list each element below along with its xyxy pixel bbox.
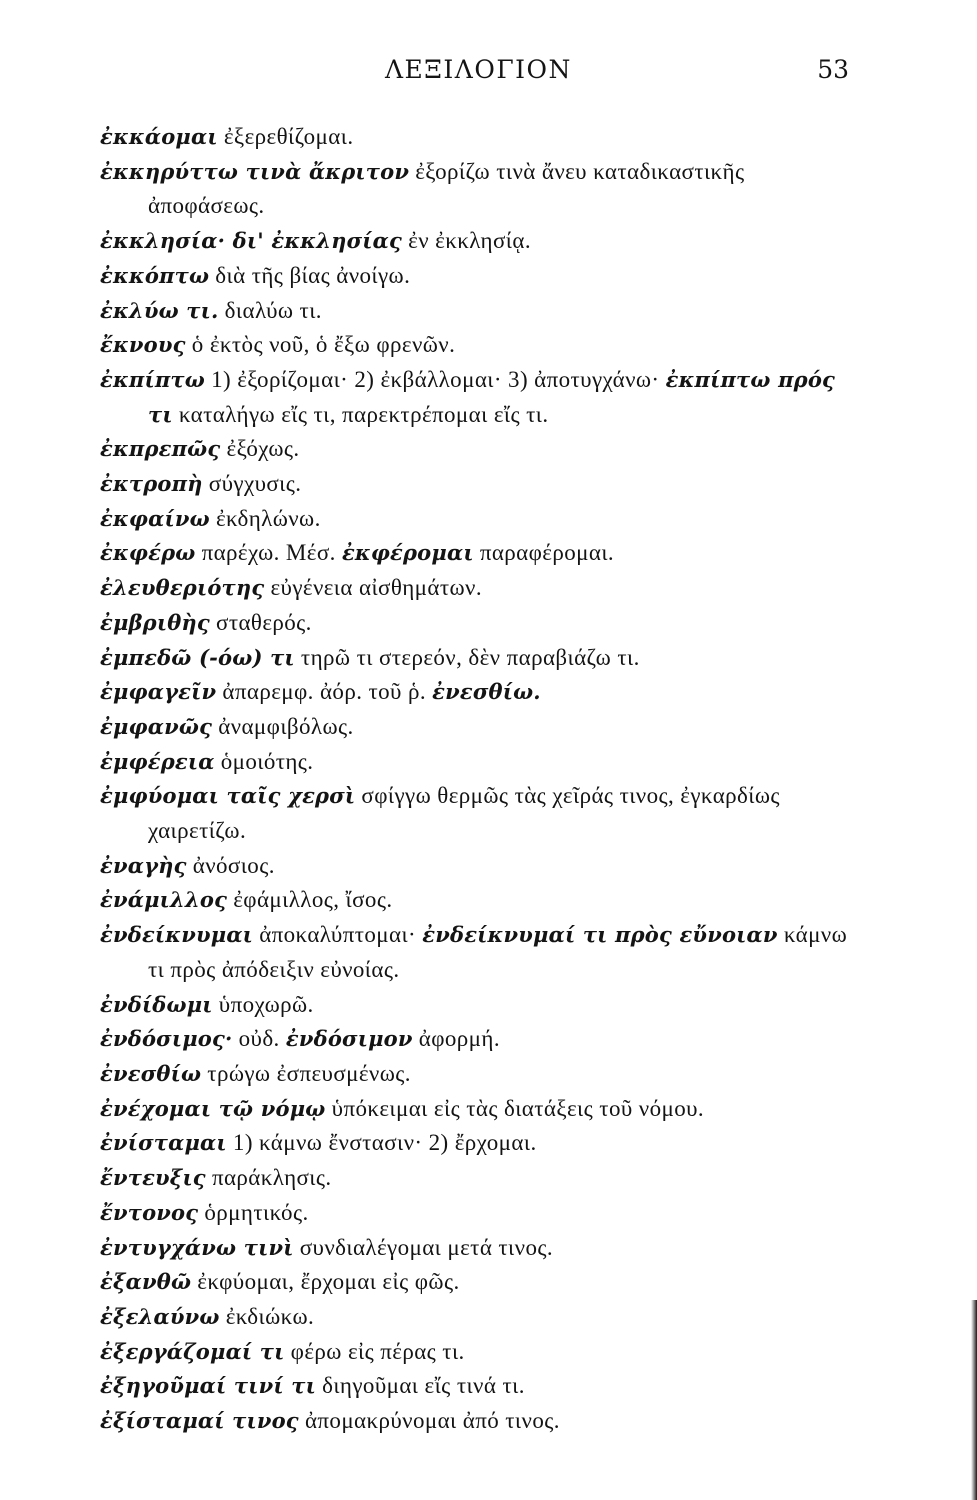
glossary-entry — [100, 363, 860, 432]
glossary-entry — [100, 1126, 860, 1161]
entry-lemma: ἐξεργάζομαί τι — [100, 1338, 285, 1364]
entry-sub-lemma: ἐκπίπτω πρός τι — [148, 366, 836, 427]
entry-lemma: ἐκπίπτω — [100, 366, 205, 392]
entry-gloss: ἐξερεθίζομαι. — [217, 124, 354, 149]
glossary-entries — [100, 120, 860, 1439]
entry-gloss: ἐν ἐκκλησίᾳ. — [402, 228, 531, 254]
entry-lemma: ἐναγὴς — [100, 852, 187, 878]
glossary-entry — [100, 536, 860, 571]
glossary-entry — [100, 1057, 860, 1092]
entry-gloss: ἀπαρεμφ. ἀόρ. τοῦ ῥ. — [216, 679, 433, 705]
entry-gloss: ἀναμφιβόλως. — [212, 713, 354, 739]
entry-lemma: ἐξίσταμαί τινος — [100, 1408, 299, 1434]
page-edge-shadow — [971, 1300, 977, 1500]
entry-lemma: ἐμφέρεια — [100, 748, 215, 774]
glossary-entry — [100, 745, 860, 780]
entry-lemma: ἐκκηρύττω τινὰ ἄκριτον — [100, 158, 410, 184]
glossary-entry — [100, 328, 860, 363]
entry-gloss: σύγχυσις. — [202, 471, 302, 497]
entry-gloss: παράκλησις. — [205, 1165, 332, 1191]
entry-gloss: τρώγω ἐσπευσμένως. — [201, 1060, 411, 1086]
glossary-entry — [100, 120, 860, 155]
entry-lemma: ἐκκάομαι — [100, 124, 218, 149]
entry-lemma: ἐμφαγεῖν — [100, 679, 217, 705]
entry-gloss: ὁρμητικός. — [198, 1199, 309, 1225]
glossary-entry — [100, 467, 860, 502]
glossary-entry — [100, 918, 860, 987]
entry-lemma: ἐμβριθὴς — [100, 609, 210, 635]
entry-gloss-continued: παραφέρομαι. — [473, 540, 615, 566]
entry-lemma: ἐνέχομαι τῷ νόμῳ — [100, 1095, 326, 1121]
entry-gloss-continued: ἀφορμή. — [412, 1026, 500, 1052]
entry-lemma: ἐνεσθίω — [100, 1060, 202, 1086]
glossary-entry — [100, 1231, 860, 1266]
entry-gloss-continued: καταλήγω εἴς τι, παρεκτρέπομαι εἴς τι. — [172, 401, 549, 427]
glossary-entry — [100, 641, 860, 676]
entry-gloss: οὐδ. — [232, 1026, 286, 1052]
glossary-entry — [100, 502, 860, 537]
entry-gloss: ἀνόσιος. — [186, 852, 275, 878]
entry-gloss: ἀποκαλύπτομαι· — [253, 922, 423, 948]
entry-lemma: ἔκνους — [100, 332, 186, 358]
entry-gloss: ἀπομακρύνομαι ἀπό τινος. — [298, 1408, 560, 1434]
entry-gloss: σταθερός. — [209, 609, 312, 635]
glossary-entry — [100, 1404, 860, 1439]
entry-lemma: ἐξηγοῦμαί τινί τι — [100, 1373, 316, 1399]
entry-lemma: ἐνάμιλλος — [100, 887, 228, 913]
entry-lemma: ἐξελαύνω — [100, 1303, 220, 1329]
glossary-entry — [100, 571, 860, 606]
entry-gloss: τηρῶ τι στερεόν, δὲν παραβιάζω τι. — [294, 644, 640, 670]
page-number: 53 — [817, 55, 849, 84]
entry-lemma: ἐνδόσιμος· — [100, 1026, 233, 1052]
glossary-entry — [100, 988, 860, 1023]
entry-gloss-continued: κάμνω τι πρὸς ἀπόδειξιν εὐνοίας. — [148, 922, 848, 982]
entry-gloss: ὁ ἐκτὸς νοῦ, ὁ ἔξω φρενῶν. — [185, 332, 456, 358]
entry-gloss: διὰ τῆς βίας ἀνοίγω. — [209, 262, 411, 288]
entry-sub-lemma: ἐνεσθίω. — [432, 679, 541, 705]
entry-gloss: παρέχω. Μέσ. — [195, 540, 342, 566]
glossary-entry — [100, 1300, 860, 1335]
entry-lemma: ἐκφέρω — [100, 540, 196, 566]
entry-gloss: σφίγγω θερμῶς τὰς χεῖράς τινος, ἐγκαρδίως χαιρετίζω. — [148, 783, 780, 844]
entry-gloss: 1) ἐξορίζομαι· 2) ἐκβάλλομαι· 3) ἀποτυγχάνω· — [204, 366, 666, 392]
entry-lemma: ἐλευθεριότης — [100, 575, 265, 601]
glossary-entry — [100, 710, 860, 745]
entry-gloss: ἐκδιώκω. — [219, 1303, 315, 1329]
glossary-entry — [100, 294, 860, 329]
entry-lemma: ἐκπρεπῶς — [100, 436, 221, 462]
glossary-entry — [100, 1161, 860, 1196]
glossary-entry — [100, 1265, 860, 1300]
entry-gloss: διαλύω τι. — [218, 297, 322, 323]
entry-gloss: ὁμοιότης. — [214, 748, 314, 774]
entry-gloss: ἐκφύομαι, ἔρχομαι εἰς φῶς. — [191, 1269, 460, 1295]
entry-gloss: συνδιαλέγομαι μετά τινος. — [293, 1234, 554, 1260]
entry-lemma: ἐμπεδῶ (-όω) τι — [100, 644, 295, 670]
entry-lemma: ἐμφύομαι ταῖς χερσὶ — [100, 783, 356, 809]
entry-gloss: ἐφάμιλλος, ἴσος. — [227, 887, 393, 913]
entry-gloss: 1) κάμνω ἔνστασιν· 2) ἔρχομαι. — [226, 1130, 537, 1156]
entry-lemma: ἐκλύω τι. — [100, 297, 219, 323]
glossary-entry — [100, 432, 860, 467]
glossary-entry — [100, 883, 860, 918]
glossary-entry — [100, 224, 860, 259]
entry-gloss: ἐξορίζω τινὰ ἄνευ καταδικαστικῆς ἀποφάσεως. — [148, 158, 745, 219]
entry-gloss: ὑπόκειμαι εἰς τὰς διατάξεις τοῦ νόμου. — [325, 1095, 705, 1121]
glossary-entry — [100, 779, 860, 848]
entry-gloss: ἐκδηλώνω. — [209, 505, 321, 531]
entry-gloss: ἐξόχως. — [220, 436, 300, 462]
glossary-entry — [100, 606, 860, 641]
glossary-entry — [100, 259, 860, 294]
entry-gloss: φέρω εἰς πέρας τι. — [284, 1338, 465, 1364]
glossary-entry — [100, 1022, 860, 1057]
entry-lemma: ἐξανθῶ — [100, 1269, 192, 1295]
entry-lemma: ἐνίσταμαι — [100, 1130, 227, 1156]
glossary-entry — [100, 849, 860, 884]
entry-sub-lemma: ἐκφέρομαι — [341, 540, 474, 566]
glossary-entry — [100, 155, 860, 224]
glossary-entry — [100, 675, 860, 710]
entry-lemma: ἐκκλησία· δι' ἐκκλησίας — [100, 228, 403, 254]
running-head — [0, 55, 977, 95]
entry-lemma: ἐνδίδωμι — [100, 991, 213, 1017]
entry-lemma: ἔντευξις — [100, 1165, 206, 1191]
entry-lemma: ἐκφαίνω — [100, 505, 210, 531]
entry-lemma: ἐντυγχάνω τινὶ — [100, 1234, 294, 1260]
entry-lemma: ἔντονος — [100, 1199, 199, 1225]
entry-gloss: ὑποχωρῶ. — [212, 991, 314, 1017]
entry-lemma: ἐκκόπτω — [100, 262, 210, 288]
glossary-entry — [100, 1092, 860, 1127]
entry-lemma: ἐνδείκνυμαι — [100, 922, 254, 948]
entry-sub-lemma: ἐνδόσιμον — [285, 1026, 413, 1052]
entry-lemma: ἐκτροπὴ — [100, 471, 203, 497]
glossary-entry — [100, 1196, 860, 1231]
glossary-entry — [100, 1335, 860, 1370]
page-title: ΛΕΞΙΛΟΓΙΟΝ — [385, 55, 572, 84]
entry-gloss: εὐγένεια αἰσθημάτων. — [264, 575, 482, 601]
entry-lemma: ἐμφανῶς — [100, 713, 213, 739]
entry-gloss: διηγοῦμαι εἴς τινά τι. — [315, 1373, 525, 1399]
glossary-entry — [100, 1369, 860, 1404]
entry-sub-lemma: ἐνδείκνυμαί τι πρὸς εὔνοιαν — [422, 922, 778, 948]
